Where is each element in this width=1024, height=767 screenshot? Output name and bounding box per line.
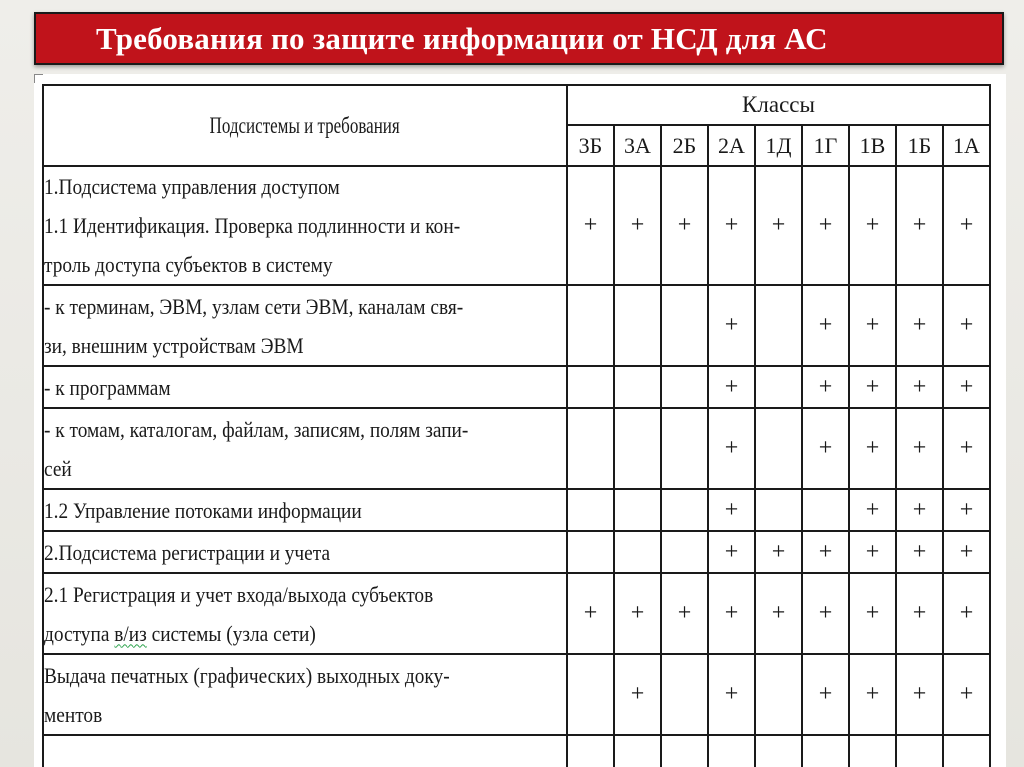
class-mark-cell [567,654,614,735]
class-mark-cell: + [896,531,943,573]
class-header-2: 3А [614,125,661,166]
class-header-9: 1А [943,125,990,166]
class-mark-cell: + [614,654,661,735]
class-mark-cell: + [943,573,990,654]
requirement-line: зи, внешним устройствам ЭВМ [44,332,304,358]
table-row [43,573,990,654]
class-mark-cell: + [708,654,755,735]
class-mark-cell [661,531,708,573]
class-mark-cell: + [896,408,943,489]
requirement-line: доступа в/из системы (узла сети) [44,620,316,646]
class-mark-cell [567,366,614,408]
table-row [43,166,990,285]
class-mark-cell [661,366,708,408]
requirement-line: - к терминам, ЭВМ, узлам сети ЭВМ, каналам свя- [44,293,464,319]
class-mark-cell [661,654,708,735]
class-mark-cell [708,735,755,767]
class-mark-cell: + [614,573,661,654]
class-mark-cell [614,408,661,489]
class-header-3: 2Б [661,125,708,166]
class-mark-cell [661,285,708,366]
class-mark-cell [567,408,614,489]
requirement-line: 2.Подсистема регистрации и учета [44,539,331,565]
class-mark-cell: + [849,654,896,735]
requirement-cell [43,573,567,654]
class-mark-cell: + [708,573,755,654]
class-header-4: 2А [708,125,755,166]
table-row [43,408,990,489]
class-mark-cell: + [802,285,849,366]
requirement-line: - к программам [44,374,171,400]
class-mark-cell: + [896,654,943,735]
class-mark-cell [614,285,661,366]
class-header-8: 1Б [896,125,943,166]
class-mark-cell: + [661,166,708,285]
requirement-cell [43,285,567,366]
header-requirements: Подсистемы и требования [80,85,531,166]
class-mark-cell: + [802,654,849,735]
class-mark-cell [896,735,943,767]
requirement-line: - к томам, каталогам, файлам, записям, полям запи- [44,416,469,442]
class-mark-cell: + [755,166,802,285]
class-mark-cell [567,531,614,573]
class-mark-cell: + [802,166,849,285]
class-mark-cell [614,366,661,408]
class-mark-cell [614,735,661,767]
table-body [43,166,990,767]
class-mark-cell: + [849,366,896,408]
requirement-line: сей [44,455,72,481]
requirement-line: 1.Подсистема управления доступом [44,174,340,199]
class-mark-cell: + [849,573,896,654]
class-header-5: 1Д [755,125,802,166]
table-row [43,531,990,573]
class-mark-cell: + [896,489,943,531]
class-mark-cell: + [802,408,849,489]
class-mark-cell [614,489,661,531]
requirement-cell [43,531,567,573]
requirement-cell [43,735,567,767]
requirement-line: 2.1 Регистрация и учет входа/выхода субъектов [44,581,434,607]
class-mark-cell: + [567,166,614,285]
class-header-6: 1Г [802,125,849,166]
requirement-cell [43,654,567,735]
class-mark-cell: + [943,489,990,531]
class-mark-cell: + [896,285,943,366]
class-mark-cell [567,735,614,767]
table-row [43,489,990,531]
requirement-line [44,737,566,767]
class-mark-cell: + [708,489,755,531]
corner-mark [34,74,43,83]
table-row [43,735,990,767]
class-mark-cell: + [614,166,661,285]
class-header-7: 1В [849,125,896,166]
class-mark-cell [755,654,802,735]
class-mark-cell: + [708,531,755,573]
class-mark-cell [755,285,802,366]
class-mark-cell [567,489,614,531]
class-mark-cell [755,489,802,531]
table-row [43,366,990,408]
class-mark-cell: + [943,654,990,735]
class-mark-cell: + [708,166,755,285]
class-mark-cell: + [708,366,755,408]
class-mark-cell [849,735,896,767]
class-mark-cell: + [802,366,849,408]
class-mark-cell: + [943,531,990,573]
class-mark-cell [661,735,708,767]
class-mark-cell: + [943,166,990,285]
requirement-cell [43,166,567,285]
class-mark-cell [943,735,990,767]
requirement-line: ментов [44,701,103,727]
requirement-line: 1.1 Идентификация. Проверка подлинности и кон- [44,213,461,238]
class-mark-cell: + [943,366,990,408]
table-row [43,654,990,735]
title-banner [34,12,1004,65]
class-mark-cell: + [849,166,896,285]
class-mark-cell: + [849,408,896,489]
class-mark-cell: + [802,573,849,654]
class-mark-cell [802,735,849,767]
requirement-cell [43,408,567,489]
class-mark-cell: + [708,285,755,366]
class-mark-cell: + [849,285,896,366]
class-mark-cell [755,408,802,489]
class-mark-cell: + [755,531,802,573]
requirements-table [42,84,991,767]
class-mark-cell: + [849,531,896,573]
class-mark-cell: + [896,366,943,408]
requirement-line: Выдача печатных (графических) выходных доку- [44,662,450,688]
class-header-1: 3Б [567,125,614,166]
class-mark-cell [661,408,708,489]
class-mark-cell: + [708,408,755,489]
requirement-cell [43,366,567,408]
table-row [43,285,990,366]
class-mark-cell [755,735,802,767]
class-mark-cell [755,366,802,408]
class-mark-cell: + [896,166,943,285]
requirement-line: троль доступа субъектов в систему [44,252,333,277]
header-classes: Классы [567,85,990,125]
class-mark-cell [614,531,661,573]
class-mark-cell [567,285,614,366]
class-mark-cell: + [943,408,990,489]
content-panel [34,74,1006,767]
class-mark-cell: + [849,489,896,531]
class-mark-cell [802,489,849,531]
class-mark-cell [661,489,708,531]
requirement-cell [43,489,567,531]
class-mark-cell: + [755,573,802,654]
slide-title: Требования по защите информации от НСД для АС [96,20,828,56]
class-mark-cell: + [661,573,708,654]
requirement-line: 1.2 Управление потоками информации [44,497,362,523]
class-mark-cell: + [943,285,990,366]
class-mark-cell: + [896,573,943,654]
class-mark-cell: + [802,531,849,573]
class-mark-cell: + [567,573,614,654]
